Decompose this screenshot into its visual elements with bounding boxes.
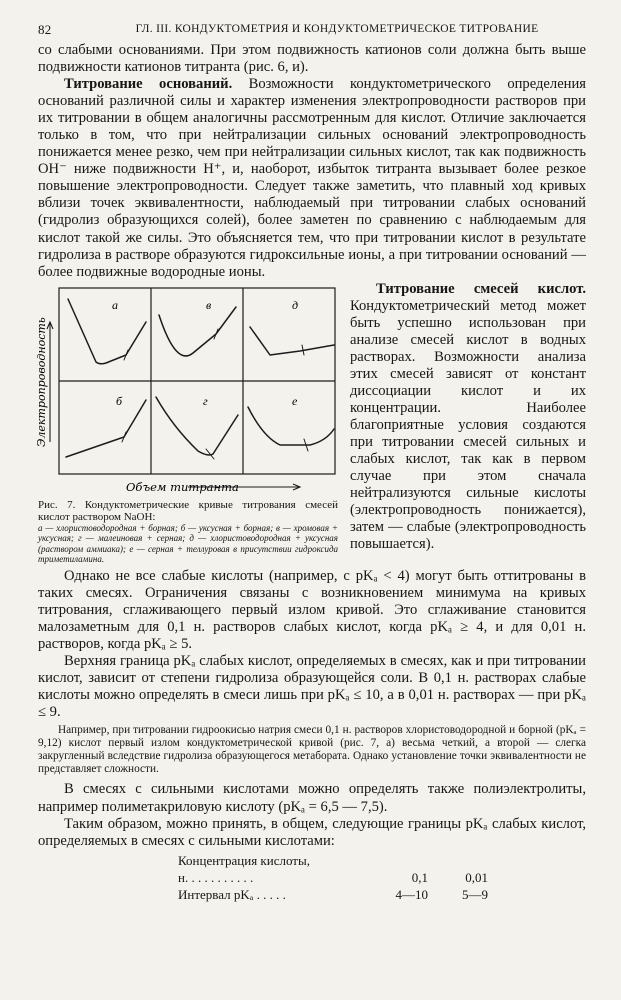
running-header [38,20,586,42]
table-row [178,852,586,869]
table-cell-conc-1: 0,1 [411,869,428,885]
paragraph-weak-acids: Однако не все слабые кислоты (например, с pKₐ < 4) могут быть оттитрованы в таких смесях. Ограничения связаны с возникновением минимума на кривых титрования, сглаживающего первый излом кривой. Это сглаживание становится малозаметным для 0,1 н. растворов слабых кислот, когда pKₐ ≥ 4, и для 0,01 н. растворов, когда pKₐ ≥ 5. [38,568,586,653]
figure-caption: Рис. 7. Кондуктометрические кривые титрования смесей кислот раствором NaOH: [38,498,338,523]
panel-label-v: в [206,297,212,312]
panel-label-d: д [292,297,299,312]
curve-g [156,397,238,455]
x-axis-label: Объем титранта [126,479,239,494]
panel-label-g: г [203,393,208,408]
curve-d [250,327,334,355]
figure-frame [59,288,335,474]
table-cell-interval-2: 5—9 [462,886,488,902]
figure-legend: а — хлористоводородная + борная; б — уксусная + борная; в — хромовая + уксусная; г — малеиновая + серная; д — хлористоводородная + уксусная (раствором аммиака); е — серная + теллуровая в присутствии гидроксида триметиламина. [38,523,338,564]
table-row [178,869,586,886]
paragraph-polyelectrolytes: В смесях с сильными кислотами можно определять также полиэлектролиты, например полиметакриловую кислоту (pKₐ = 6,5 — 7,5). [38,781,586,815]
panel-label-a: а [112,297,118,312]
pka-limits-table [178,852,586,903]
table-row [178,886,586,903]
running-title: ГЛ. III. КОНДУКТОМЕТРИЯ И КОНДУКТОМЕТРИЧЕСКОЕ ТИТРОВАНИЕ [135,23,539,35]
panel-label-e: е [292,393,298,408]
small-print-note [38,724,586,776]
paragraph-upper-limit: Верхняя граница pKₐ слабых кислот, определяемых в смесях, как и при титровании кислот, зависит от степени гидролиза образующейся соли. В 0,1 н. растворах слабые кислоты можно определять в смеси лишь при pKₐ ≤ 10, а в 0,01 н. растворах — при pKₐ ≤ 9. [38,653,586,721]
table-cell-interval-1: 4—10 [395,886,428,902]
heading-bases: Титрование оснований. [64,76,233,93]
book-page [35,20,587,903]
panel-label-b: б [116,393,123,408]
tick-v [214,329,218,339]
curve-e [248,407,334,445]
table-label-concentration: Концентрация кислоты, [178,852,310,868]
curve-a [68,299,146,364]
paragraph-intro: со слабыми основаниями. При этом подвижность катионов соли должна быть выше подвижности катионов титранта (рис. 6, и). [38,42,586,76]
y-axis-label: Электропроводность [35,316,48,447]
table-label-interval: Интервал pKₐ . . . . . [178,886,286,902]
text-bases-part1: Возможности кондуктометрического определения оснований различной силы и характер изменения электропроводности растворов при их титровании в общем аналогичны рассмотренным для кислот. Отличие заключается только в том, что при нейтрализации сильных оснований электропроводность понижается менее резко, чем при нейтрализации сильных кислот, так как подвижность OH⁻ ниже подвижности H⁺, и, наоборот, избыток титранта вызывает более резкое повышение электропроводности. Следует также заметить, что плавный ход кривых вблизи точек эквивалентности, наблюдаемый при титровании слабых оснований (гидролиз образующихся солей), более заметен по сравнению с наблюдаемым для кислот такой же силы. Это объясняется тем, что при титровании кислот в результате гидролиза в растворе образуются гидроксильные ионы, а при титровании оснований — более подвижные водородные ионы. [38,76,587,280]
conductometric-curves-figure [35,287,338,497]
curve-b [66,400,146,457]
text-mixtures: Кондуктометрический метод может быть успешно использован при анализе смесей кислот в водных растворах. Возможности анализа этих смесей зависят от констант диссоциации кислот и их концентрации. Наиболее благоприятные условия создаются при титровании смесей сильных и слабых кислот, так как в первом случае при этом сначала нейтрализуются сильные кислоты (электропроводность понижается), затем — слабые (электропроводность повышается). [350,297,586,553]
paragraph-bases [38,76,586,281]
note-text: Например, при титровании гидроокисью натрия смеси 0,1 н. растворов хлористоводородной и борной (pKₐ = 9,12) кислот первый излом кондуктометрической кривой (рис. 7, а) весьма четкий, а второй — слегка закругленный вследствие гидролиза образующегося метабората. Однако установление точки эквивалентности не представляет сложности. [38,724,586,776]
table-label-normality: н. . . . . . . . . . . [178,869,254,885]
curve-v [159,307,236,356]
table-cell-conc-2: 0,01 [465,869,488,885]
page-number: 82 [38,22,52,37]
figure-7 [35,287,338,564]
heading-mixtures: Титрование смесей кислот. [376,280,586,297]
paragraph-summary: Таким образом, можно принять, в общем, следующие границы pKₐ слабых кислот, определяемых в смесях с сильными кислотами: [38,815,586,849]
